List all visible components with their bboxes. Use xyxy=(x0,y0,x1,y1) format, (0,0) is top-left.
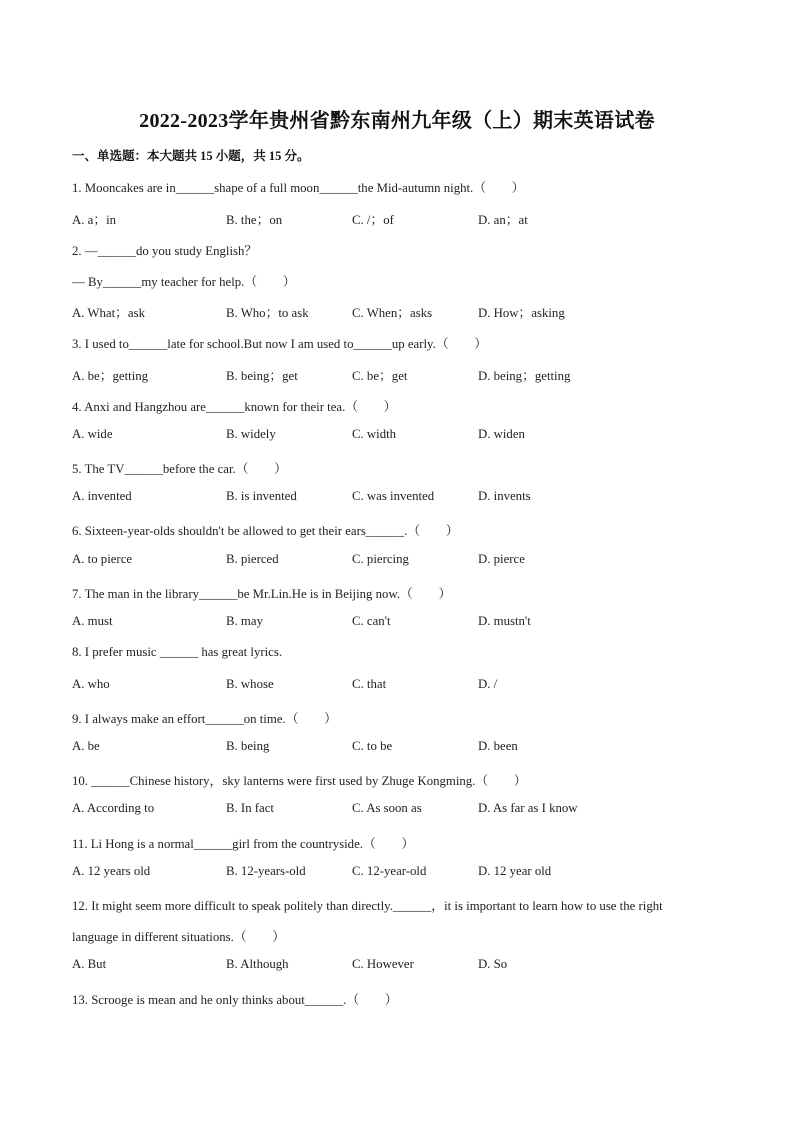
section-heading: 一、单选题：本大题共 15 小题，共 15 分。 xyxy=(72,149,310,163)
option-a: A. 12 years old xyxy=(72,864,151,878)
question-8-options xyxy=(72,677,732,695)
option-a: A. a；in xyxy=(72,213,117,227)
option-b: B. 12-years-old xyxy=(226,864,306,878)
question-6-line-1: 6. Sixteen-year-olds shouldn't be allowed to get their ears______.（ ） xyxy=(72,524,459,538)
question-3-options xyxy=(72,365,732,383)
option-c: C. can't xyxy=(352,614,391,628)
option-c: C. that xyxy=(352,677,387,691)
option-a: A. But xyxy=(72,957,107,971)
option-a: A. wide xyxy=(72,427,113,441)
question-12-line-1: 12. It might seem more difficult to speak politely than directly.______，it is important to learn how to use the right xyxy=(72,899,663,913)
question-8-line-1: 8. I prefer music ______ has great lyrics. xyxy=(72,645,283,659)
option-a: A. be xyxy=(72,739,100,753)
option-b: B. In fact xyxy=(226,801,274,815)
option-b: B. pierced xyxy=(226,552,279,566)
option-c: C. 12-year-old xyxy=(352,864,427,878)
question-1-options xyxy=(72,209,732,227)
question-5-options xyxy=(72,489,732,507)
option-b: B. is invented xyxy=(226,489,297,503)
question-10-line-1: 10. ______Chinese history，sky lanterns were first used by Zhuge Kongming.（ ） xyxy=(72,774,527,788)
question-2-options xyxy=(72,302,732,320)
option-d: D. been xyxy=(478,739,518,753)
question-7-line-1: 7. The man in the library______be Mr.Lin.He is in Beijing now.（ ） xyxy=(72,587,452,601)
option-a: A. must xyxy=(72,614,113,628)
option-a: A. who xyxy=(72,677,110,691)
question-9-line-1: 9. I always make an effort______on time.（ ） xyxy=(72,712,337,726)
option-b: B. whose xyxy=(226,677,274,691)
option-d: D. So xyxy=(478,957,508,971)
option-a: A. to pierce xyxy=(72,552,133,566)
option-a: A. What；ask xyxy=(72,306,145,320)
option-d: D. pierce xyxy=(478,552,525,566)
question-10-options xyxy=(72,801,732,819)
option-b: B. being；get xyxy=(226,369,298,383)
question-11-line-1: 11. Li Hong is a normal______girl from the countryside.（ ） xyxy=(72,837,415,851)
option-b: B. Who；to ask xyxy=(226,306,309,320)
question-1-line-1: 1. Mooncakes are in______shape of a full moon______the Mid-autumn night.（ ） xyxy=(72,181,525,195)
option-c: C. piercing xyxy=(352,552,409,566)
option-d: D. being；getting xyxy=(478,369,571,383)
option-c: C. When；asks xyxy=(352,306,433,320)
option-b: B. widely xyxy=(226,427,276,441)
option-b: B. Although xyxy=(226,957,289,971)
question-6-options xyxy=(72,552,732,570)
option-d: D. an；at xyxy=(478,213,528,227)
option-c: C. to be xyxy=(352,739,393,753)
option-b: B. the；on xyxy=(226,213,283,227)
option-b: B. being xyxy=(226,739,270,753)
option-c: C. was invented xyxy=(352,489,435,503)
question-11-options xyxy=(72,864,732,882)
question-12-line-2: language in different situations.（ ） xyxy=(72,930,286,944)
question-4-line-1: 4. Anxi and Hangzhou are______known for their tea.（ ） xyxy=(72,400,397,414)
question-2-line-2: — By______my teacher for help.（ ） xyxy=(72,275,296,289)
question-7-options xyxy=(72,614,732,632)
question-9-options xyxy=(72,739,732,757)
option-a: A. invented xyxy=(72,489,132,503)
exam-title: 2022-2023学年贵州省黔东南州九年级（上）期末英语试卷 xyxy=(139,110,655,132)
option-c: C. width xyxy=(352,427,397,441)
option-d: D. 12 year old xyxy=(478,864,552,878)
option-c: C. As soon as xyxy=(352,801,422,815)
question-5-line-1: 5. The TV______before the car.（ ） xyxy=(72,462,287,476)
option-d: D. invents xyxy=(478,489,531,503)
option-d: D. / xyxy=(478,677,498,691)
option-b: B. may xyxy=(226,614,263,628)
option-d: D. As far as I know xyxy=(478,801,578,815)
question-3-line-1: 3. I used to______late for school.But now I am used to______up early.（ ） xyxy=(72,337,488,351)
option-c: C. However xyxy=(352,957,414,971)
option-c: C. be；get xyxy=(352,369,408,383)
question-4-options xyxy=(72,427,732,445)
option-d: D. mustn't xyxy=(478,614,531,628)
option-d: D. How；asking xyxy=(478,306,565,320)
option-c: C. /；of xyxy=(352,213,394,227)
question-13-line-1: 13. Scrooge is mean and he only thinks about______.（ ） xyxy=(72,993,398,1007)
option-a: A. According to xyxy=(72,801,155,815)
question-2-line-1: 2. —______do you study English？ xyxy=(72,244,258,258)
option-d: D. widen xyxy=(478,427,525,441)
option-a: A. be；getting xyxy=(72,369,149,383)
question-12-options xyxy=(72,957,732,975)
